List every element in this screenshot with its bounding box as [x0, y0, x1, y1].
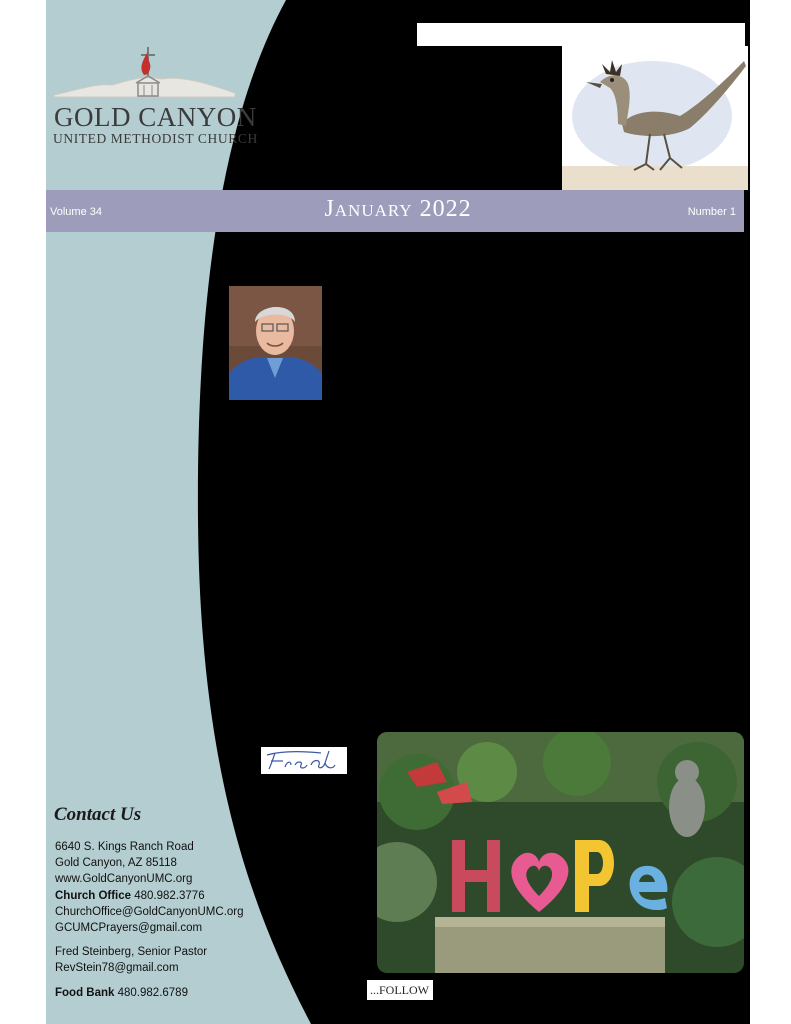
office-phone: 480.982.3776 — [134, 889, 205, 902]
masthead-blank-strip — [417, 23, 745, 46]
roadrunner-illustration — [562, 46, 748, 190]
church-logo — [52, 45, 237, 105]
church-name: GOLD CANYON — [54, 102, 257, 132]
office-email[interactable]: ChurchOffice@GoldCanyonUMC.org — [55, 905, 244, 918]
issue-date: January 2022 — [324, 196, 472, 222]
church-subtitle: UNITED METHODIST CHURCH — [53, 131, 258, 146]
church-office-line — [55, 888, 244, 904]
pastor-signature — [261, 747, 347, 774]
contact-title: Contact Us — [54, 804, 142, 825]
foodbank-phone: 480.982.6789 — [117, 986, 188, 999]
issue-number: Number 1 — [687, 206, 736, 218]
pastor-photo — [229, 286, 322, 400]
prayer-email[interactable]: GCUMCPrayers@gmail.com — [55, 922, 203, 935]
continued-note: ...FOLLOW — [367, 980, 433, 1000]
volume-label: Volume 34 — [50, 206, 102, 218]
pastor-name: Fred Steinberg, Senior Pastor — [55, 946, 208, 959]
hope-garden-photo — [377, 732, 744, 973]
address-line-2: Gold Canyon, AZ 85118 — [55, 857, 177, 870]
address-line-1: 6640 S. Kings Ranch Road — [55, 841, 194, 853]
pastor-email[interactable]: RevStein78@gmail.com — [55, 962, 179, 975]
food-bank-line — [55, 985, 244, 1001]
website-link[interactable]: www.GoldCanyonUMC.org — [55, 873, 193, 886]
contact-block — [55, 839, 244, 1001]
office-label: Church Office — [55, 889, 132, 902]
newsletter-page — [46, 0, 750, 1024]
foodbank-label: Food Bank — [55, 986, 115, 999]
